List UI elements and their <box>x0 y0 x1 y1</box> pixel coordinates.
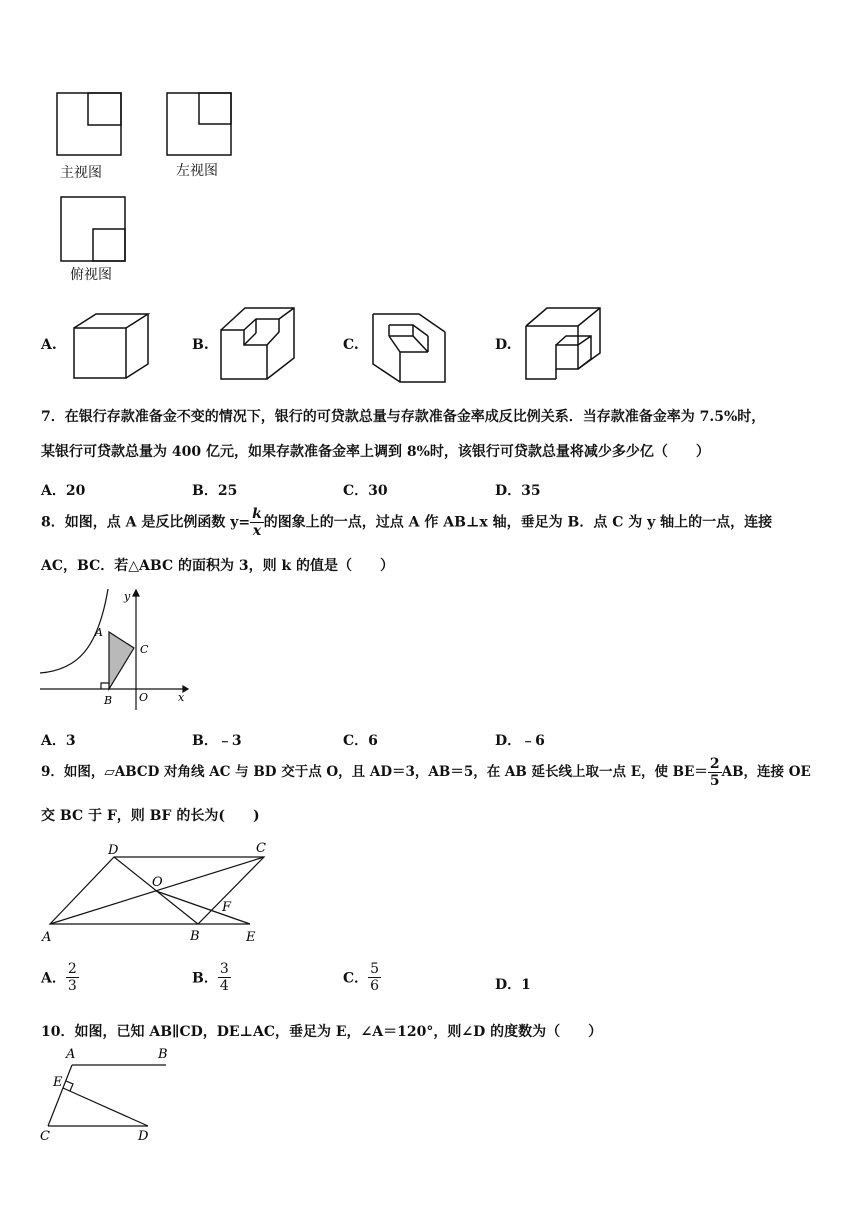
q7-option-d[interactable] <box>495 480 541 500</box>
left-view-label: 左视图 <box>176 163 218 179</box>
q9-option-c-letter: C． <box>343 970 369 987</box>
q9-option-b-fraction <box>218 961 231 994</box>
top-view <box>60 196 130 282</box>
q9-figure <box>38 836 278 948</box>
q8-label-x: x <box>178 691 185 704</box>
q6-option-a-figure[interactable] <box>72 312 152 382</box>
front-view-figure <box>56 92 126 156</box>
top-view-label: 俯视图 <box>70 267 112 283</box>
q8-stem-line-1 <box>41 506 772 539</box>
q9-option-d[interactable] <box>495 974 531 994</box>
q9-option-b-den: 4 <box>219 978 229 995</box>
top-view-figure <box>60 196 130 264</box>
q10-stem-line-1: 10．如图，已知 AB∥CD，DE⊥AC，垂足为 E，∠A＝120°，则∠D 的度数为（ ） <box>41 1024 603 1040</box>
q9-label-d: D <box>108 843 119 858</box>
q9-label-e: E <box>246 930 256 945</box>
q7-option-c[interactable] <box>343 480 388 500</box>
q8-stem-part-b: 的图象上的一点，过点 A 作 AB⊥x 轴，垂足为 B．点 C 为 y 轴上的一点，连接 <box>263 514 773 531</box>
q8-option-a-letter: A． <box>41 733 66 749</box>
q9-label-b: B <box>190 929 200 944</box>
q8-label-o: O <box>139 691 149 704</box>
q8-option-d-letter: D． <box>495 733 522 749</box>
q9-option-b[interactable] <box>192 961 231 994</box>
q7-option-b-value: 25 <box>217 483 238 499</box>
q9-option-d-value: 1 <box>521 977 531 993</box>
q6-option-c-label[interactable]: C. <box>343 337 359 353</box>
q9-option-c[interactable] <box>343 961 381 994</box>
q9-option-c-den: 6 <box>370 978 380 995</box>
q7-option-b-letter: B． <box>192 483 218 499</box>
q10-figure <box>38 1044 188 1146</box>
q9-stem-line-1 <box>41 756 811 789</box>
q8-fraction-num: k <box>252 506 262 522</box>
front-view-label: 主视图 <box>60 165 102 181</box>
q9-fraction-num: 2 <box>709 756 720 772</box>
q9-option-a-num: 2 <box>67 961 77 977</box>
q9-fraction <box>708 756 722 789</box>
q9-stem-part-a: 9．如图，▱ABCD 对角线 AC 与 BD 交于点 O，且 AD＝3，AB＝5，在 AB 延长线上取一点 E，使 BE＝ <box>41 764 708 781</box>
q8-stem-part-a: 8．如图，点 A 是反比例函数 y= <box>41 514 251 531</box>
q9-option-a[interactable] <box>41 961 79 994</box>
q6-option-b-figure[interactable] <box>218 305 300 383</box>
q8-fraction <box>250 506 264 539</box>
q8-option-d-value: ﹣6 <box>521 733 545 749</box>
q8-stem-line-2: AC，BC．若△ABC 的面积为 3，则 k 的值是（ ） <box>41 558 395 574</box>
q7-option-c-letter: C． <box>343 483 369 499</box>
q9-stem-part-b: AB，连接 OE <box>721 764 811 781</box>
q9-option-a-den: 3 <box>67 978 77 995</box>
q7-option-a[interactable] <box>41 480 85 500</box>
q10-label-c: C <box>40 1129 50 1144</box>
q7-option-d-value: 35 <box>521 483 541 499</box>
q8-option-c-value: 6 <box>368 733 378 749</box>
q7-option-d-letter: D． <box>495 483 522 499</box>
q9-label-a: A <box>42 930 52 945</box>
q8-label-y: y <box>124 590 131 603</box>
q6-option-a-label[interactable]: A. <box>41 337 57 353</box>
q8-label-a: A <box>95 626 103 639</box>
left-view-figure <box>166 92 236 156</box>
q6-option-c-figure[interactable] <box>370 308 452 386</box>
q9-option-c-fraction <box>368 961 381 994</box>
q8-option-b-value: ﹣3 <box>217 733 242 749</box>
q9-option-a-fraction <box>66 961 79 994</box>
q7-option-b[interactable] <box>192 480 237 500</box>
q7-option-a-value: 20 <box>65 483 86 499</box>
q7-option-c-value: 30 <box>368 483 388 499</box>
q8-option-b-letter: B． <box>192 733 218 749</box>
q9-option-b-num: 3 <box>219 961 229 977</box>
q7-stem-line-1: 7．在银行存款准备金不变的情况下，银行的可贷款总量与存款准备金率成反比例关系．当存款准备金率为 7.5%时， <box>41 409 766 425</box>
q9-option-d-letter: D． <box>495 977 522 993</box>
q9-fraction-den: 5 <box>709 773 720 790</box>
q6-option-d-label[interactable]: D. <box>495 337 512 353</box>
q8-option-c[interactable] <box>343 730 378 750</box>
q8-label-c: C <box>140 643 149 656</box>
q10-label-d: D <box>138 1129 149 1144</box>
q6-option-b-label[interactable]: B. <box>192 337 209 353</box>
q8-option-a[interactable] <box>41 730 76 750</box>
q8-figure <box>38 588 198 713</box>
q8-option-d[interactable] <box>495 730 545 750</box>
q6-option-d-figure[interactable] <box>522 305 604 383</box>
q9-stem-line-2: 交 BC 于 F，则 BF 的长为( ) <box>41 808 260 824</box>
q10-label-e: E <box>53 1075 63 1090</box>
left-view <box>166 92 236 179</box>
q8-option-c-letter: C． <box>343 733 369 749</box>
q8-option-a-value: 3 <box>65 733 76 749</box>
q7-stem-line-2: 某银行可贷款总量为 400 亿元，如果存款准备金率上调到 8%时，该银行可贷款总量将减少多少亿（ ） <box>41 444 710 460</box>
q9-option-b-letter: B． <box>192 970 218 987</box>
q7-option-a-letter: A． <box>41 483 66 499</box>
q9-option-a-letter: A． <box>41 970 66 987</box>
q8-label-b: B <box>104 694 113 707</box>
q10-label-b: B <box>158 1047 168 1062</box>
q10-label-a: A <box>66 1047 76 1062</box>
q8-fraction-den: x <box>252 523 262 540</box>
front-view <box>56 92 126 181</box>
q9-label-c: C <box>256 841 266 856</box>
q9-option-c-num: 5 <box>370 961 380 977</box>
q9-label-f: F <box>222 900 232 915</box>
q9-label-o: O <box>152 875 163 890</box>
q8-option-b[interactable] <box>192 730 242 750</box>
